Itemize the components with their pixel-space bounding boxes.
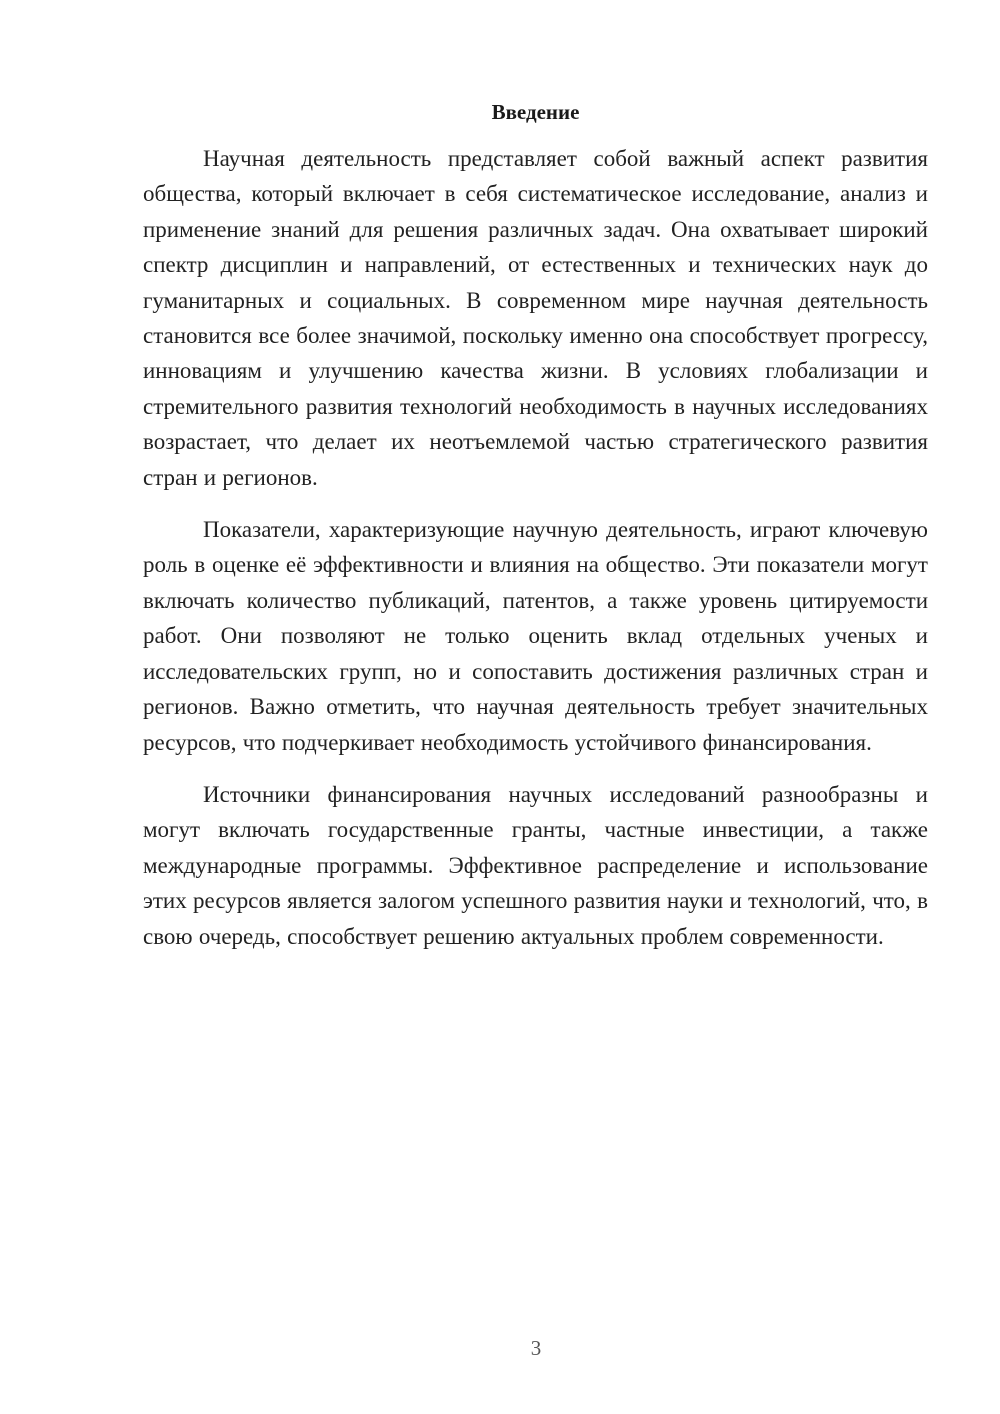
page-number: 3 <box>530 1336 542 1360</box>
paragraph-3: Источники финансирования научных исследований разнообразны и могут включать государственные гранты, частные инвестиции, а также международные программы. Эффективное распределение и использование этих ресурсов является залогом успешного развития науки и технологий, что, в свою очередь, способствует решению актуальных проблем современности. <box>143 781 928 949</box>
paragraph-2: Показатели, характеризующие научную деятельность, играют ключевую роль в оценке её эффективности и влияния на общество. Эти показатели могут включать количество публикаций, патентов, а также уровень цитируемости работ. Они позволяют не только оценить вклад отдельных ученых и исследовательских групп, но и сопоставить достижения различных стран и регионов. Важно отметить, что научная деятельность требует значительных ресурсов, что подчеркивает необходимость устойчивого финансирования. <box>143 517 928 755</box>
section-heading: Введение <box>491 100 580 124</box>
body-text <box>143 141 928 971</box>
paragraph-1: Научная деятельность представляет собой важный аспект развития общества, который включает в себя систематическое исследование, анализ и применение знаний для решения различных задач. Она охватывает широкий спектр дисциплин и направлений, от естественных и технических наук до гуманитарных и социальных. В современном мире научная деятельность становится все более значимой, поскольку именно она способствует прогрессу, инновациям и улучшению качества жизни. В условиях глобализации и стремительного развития технологий необходимость в научных исследованиях возрастает, что делает их неотъемлемой частью стратегического развития стран и регионов. <box>143 146 928 490</box>
